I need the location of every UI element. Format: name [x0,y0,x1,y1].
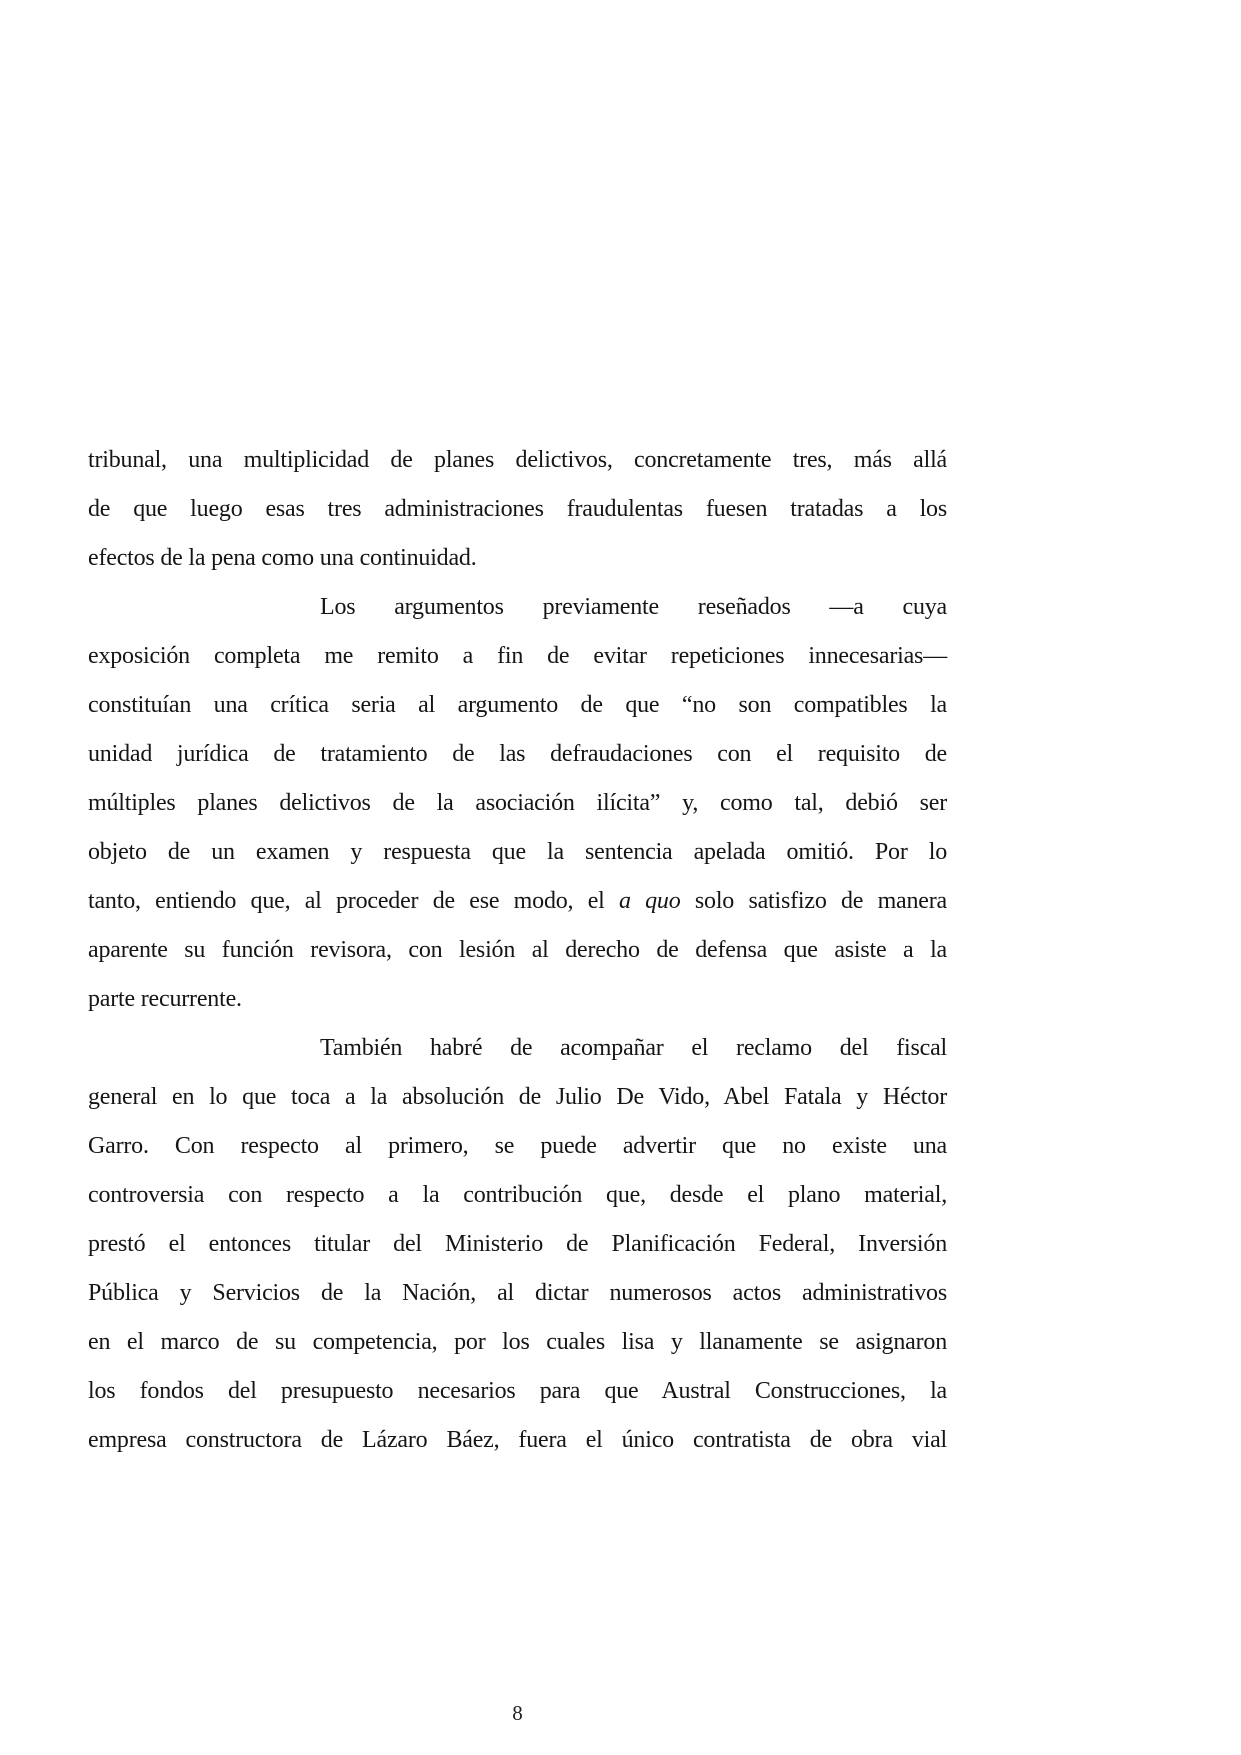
text-segment: unidad jurídica de tratamiento de las defraudaciones con el requisito de [88,741,947,767]
text-line [88,779,947,828]
text-segment: Pública y Servicios de la Nación, al dictar numerosos actos administrativos [88,1280,947,1306]
text-segment: múltiples planes delictivos de la asociación ilícita” y, como tal, debió ser [88,790,947,816]
paragraph [88,1024,947,1465]
text-line [88,583,947,632]
text-line [88,1073,947,1122]
text-line [88,926,947,975]
text-line [88,632,947,681]
text-line [88,436,947,485]
text-segment: Garro. Con respecto al primero, se puede advertir que no existe una [88,1133,947,1159]
text-line [88,1122,947,1171]
text-segment: tribunal, una multiplicidad de planes delictivos, concretamente tres, más allá [88,447,947,473]
text-segment: solo satisfizo de manera [680,888,948,914]
text-segment: constituían una crítica seria al argumento de que “no son compatibles la [88,692,947,718]
text-line [88,1416,947,1465]
text-segment: objeto de un examen y respuesta que la sentencia apelada omitió. Por lo [88,839,947,865]
text-segment: tanto, entiendo que, al proceder de ese modo, el [88,888,619,914]
paragraph [88,583,947,1024]
text-line [88,681,947,730]
text-segment: También habré de acompañar el reclamo del fiscal [320,1035,947,1061]
text-segment: los fondos del presupuesto necesarios para que Austral Construcciones, la [88,1378,947,1404]
document-text [88,436,947,1465]
text-line [88,1024,947,1073]
text-segment: efectos de la pena como una continuidad. [88,545,477,571]
text-line [88,828,947,877]
text-line [88,1318,947,1367]
text-line [88,975,947,1024]
text-line [88,1367,947,1416]
text-segment: prestó el entonces titular del Ministerio de Planificación Federal, Inversión [88,1231,947,1257]
text-segment: Los argumentos previamente reseñados —a cuya [320,594,947,620]
text-line [88,485,947,534]
text-line [88,1269,947,1318]
italic-text-segment: a quo [618,888,681,914]
text-segment: en el marco de su competencia, por los cuales lisa y llanamente se asignaron [88,1329,947,1355]
text-segment: controversia con respecto a la contribución que, desde el plano material, [88,1182,947,1208]
text-line [88,1220,947,1269]
text-segment: general en lo que toca a la absolución de Julio De Vido, Abel Fatala y Héctor [88,1084,947,1110]
text-line [88,534,947,583]
text-segment: aparente su función revisora, con lesión al derecho de defensa que asiste a la [88,937,947,963]
text-segment: empresa constructora de Lázaro Báez, fuera el único contratista de obra vial [88,1427,947,1453]
text-line [88,1171,947,1220]
text-segment: parte recurrente. [88,986,242,1012]
page-number: 8 [512,1701,523,1725]
text-segment: de que luego esas tres administraciones fraudulentas fuesen tratadas a los [88,496,947,522]
text-segment: exposición completa me remito a fin de evitar repeticiones innecesarias— [88,643,947,669]
text-line [88,877,947,926]
paragraph [88,436,947,583]
text-line [88,730,947,779]
